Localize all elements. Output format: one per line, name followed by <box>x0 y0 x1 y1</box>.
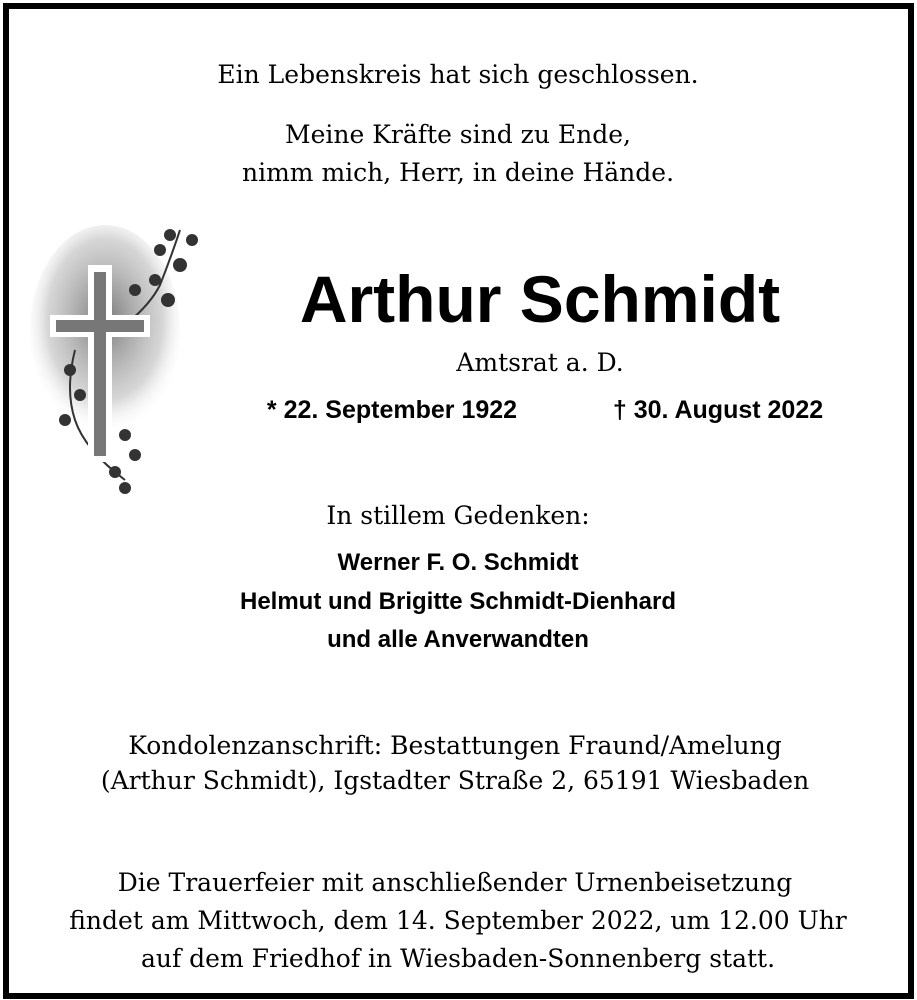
mourner-name: und alle Anverwandten <box>327 626 589 653</box>
cross-ivy-icon <box>30 220 210 510</box>
motto-line-2: Meine Kräfte sind zu Ende, <box>285 120 631 149</box>
motto-line-1: Ein Lebenskreis hat sich geschlossen. <box>217 60 699 89</box>
condolence-line-1: Kondolenzanschrift: Bestattungen Fraund/Amelung <box>128 731 782 760</box>
condolence-line-2: (Arthur Schmidt), Igstadter Straße 2, 65191 Wiesbaden <box>100 766 810 795</box>
funeral-line-3: auf dem Friedhof in Wiesbaden-Sonnenberg statt. <box>140 944 776 973</box>
death-date: † 30. August 2022 <box>612 396 824 424</box>
funeral-line-1: Die Trauerfeier mit anschließender Urnenbeisetzung <box>117 868 793 897</box>
mourner-name: Werner F. O. Schmidt <box>337 549 579 576</box>
funeral-line-2: findet am Mittwoch, dem 14. September 2022, um 12.00 Uhr <box>69 906 847 935</box>
deceased-title: Amtsrat a. D. <box>456 348 624 377</box>
mourners-intro: In stillem Gedenken: <box>326 501 590 530</box>
motto-line-3: nimm mich, Herr, in deine Hände. <box>241 158 675 187</box>
birth-date: * 22. September 1922 <box>266 396 518 424</box>
deceased-name: Arthur Schmidt <box>299 262 781 336</box>
mourner-name: Helmut und Brigitte Schmidt-Dienhard <box>239 588 677 615</box>
